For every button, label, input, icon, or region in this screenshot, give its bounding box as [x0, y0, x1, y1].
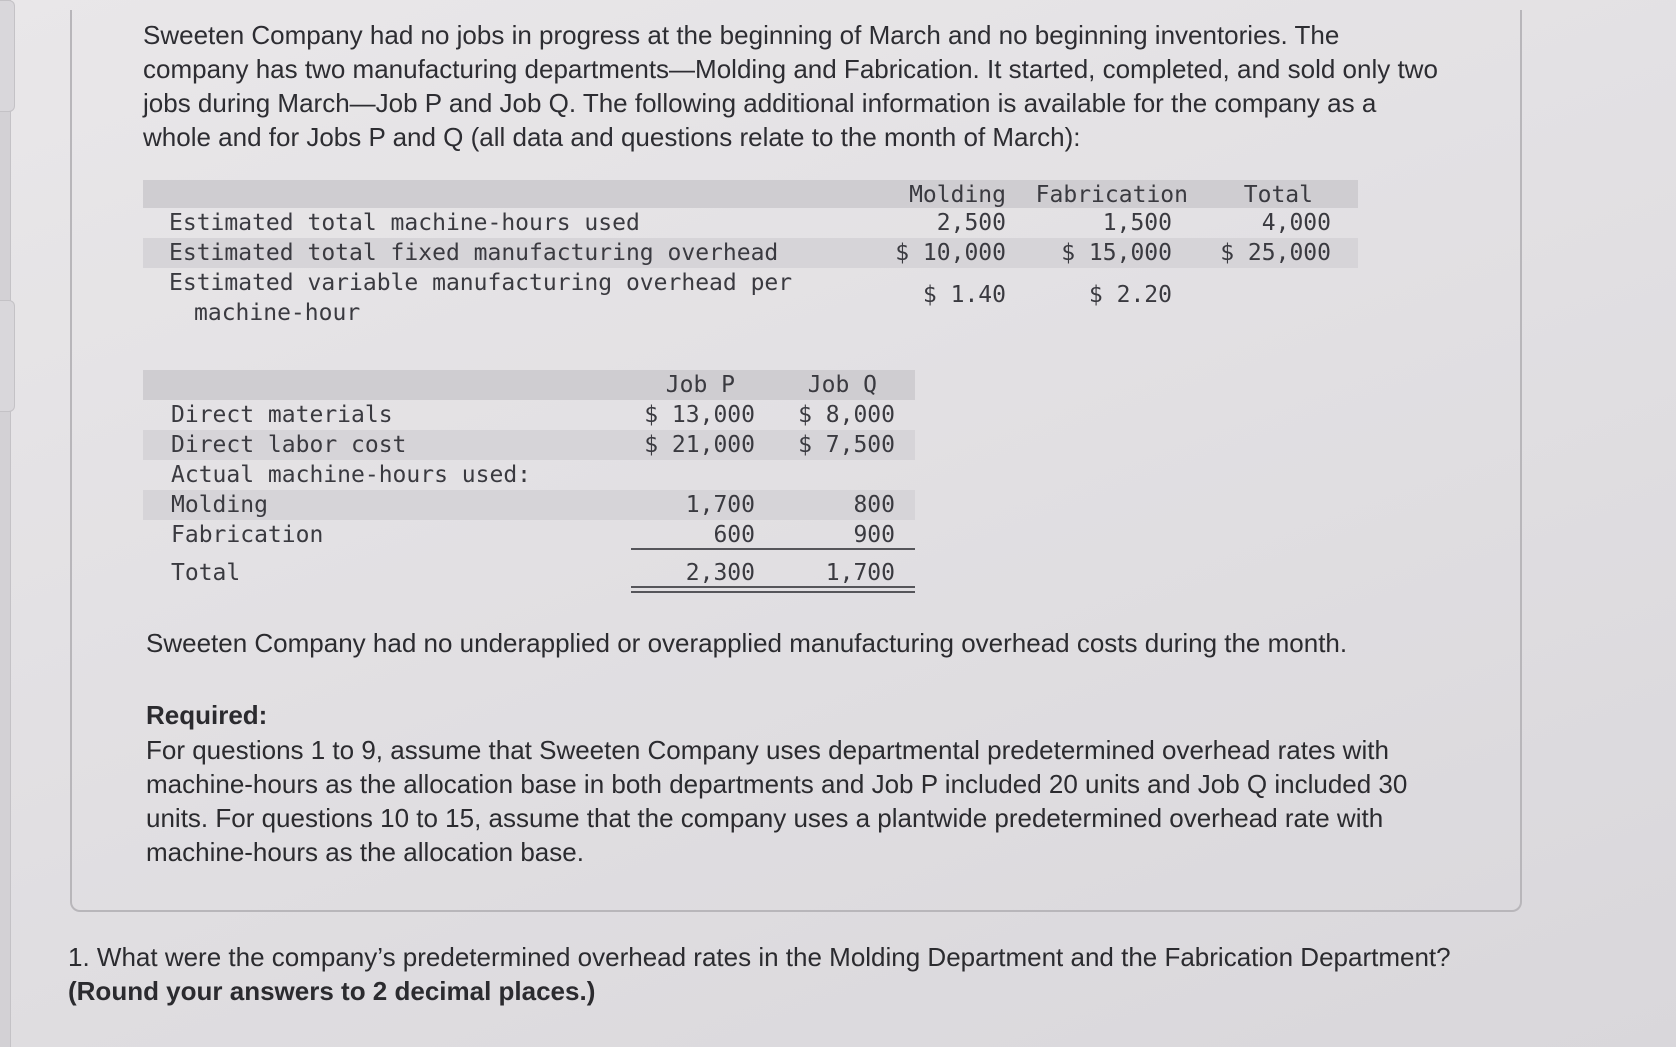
- table-row: [143, 490, 915, 520]
- cell-job-q: $ 7,500: [798, 432, 895, 458]
- question-1: [68, 940, 1668, 1008]
- header-fabrication: Fabrication: [1035, 182, 1188, 208]
- cell-fabrication: 1,500: [1102, 210, 1172, 236]
- cell-job-p: 2,300: [685, 560, 755, 586]
- row-label: Direct labor cost: [171, 432, 407, 458]
- department-estimates-table: [143, 180, 1358, 330]
- row-label: Molding: [171, 492, 268, 518]
- table-row: [143, 460, 915, 490]
- row-label: Fabrication: [171, 522, 324, 548]
- row-label-continued: machine-hour: [194, 300, 361, 326]
- question-instruction: (Round your answers to 2 decimal places.): [68, 976, 596, 1006]
- required-heading: Required:: [146, 700, 268, 730]
- overhead-note: Sweeten Company had no underapplied or overapplied manufacturing overhead costs during the month.: [146, 628, 1348, 658]
- cell-job-q: 900: [853, 522, 895, 548]
- header-total: Total: [1243, 182, 1313, 208]
- table-row: [143, 400, 915, 430]
- table-row: [143, 268, 1358, 330]
- cell-total: 4,000: [1261, 210, 1331, 236]
- row-label: Direct materials: [171, 402, 393, 428]
- cell-fabrication: $ 2.20: [1088, 282, 1172, 308]
- table-row-total: [143, 558, 915, 588]
- row-label: Actual machine-hours used:: [171, 462, 532, 488]
- table-header-row: [143, 180, 1358, 208]
- cell-job-p: 1,700: [685, 492, 755, 518]
- table-row: [143, 520, 915, 550]
- header-job-q: Job Q: [807, 372, 877, 398]
- cell-job-p: 600: [713, 522, 755, 548]
- row-label: Estimated variable manufacturing overhead per: [169, 270, 793, 296]
- edge-tab: [0, 300, 15, 412]
- row-label: Total: [171, 560, 241, 586]
- row-label: Estimated total fixed manufacturing overhead: [169, 240, 779, 266]
- cell-molding: $ 10,000: [895, 240, 1006, 266]
- table-header-row: [143, 370, 915, 400]
- intro-paragraph: Sweeten Company had no jobs in progress at the beginning of March and no beginning inventories. The company has two manufacturing departments—Molding and Fabrication. It started, completed, and sold only two jobs during March—Job P and Job Q. The following additional information is available for the company as a whole and for Jobs P and Q (all data and questions relate to the month of March):: [143, 20, 1438, 152]
- total-double-rule: [631, 586, 915, 593]
- cell-job-q: $ 8,000: [798, 402, 895, 428]
- question-text: 1. What were the company’s predetermined overhead rates in the Molding Department and the Fabrication Department?: [68, 942, 1451, 972]
- cell-job-q: 800: [853, 492, 895, 518]
- edge-tab: [0, 0, 15, 112]
- table-row: [143, 430, 915, 460]
- table-row: [143, 238, 1358, 268]
- cell-job-q: 1,700: [825, 560, 895, 586]
- cell-total: $ 25,000: [1220, 240, 1331, 266]
- cell-job-p: $ 13,000: [644, 402, 755, 428]
- required-body: For questions 1 to 9, assume that Sweeten Company uses departmental predetermined overhead rates with machine-hours as the allocation base in both departments and Job P included 20 units and Job Q included 30 units. For questions 10 to 15, assume that the company uses a plantwide predetermined overhead rate with machine-hours as the allocation base.: [146, 735, 1408, 867]
- left-edge: [0, 0, 11, 1047]
- header-job-p: Job P: [665, 372, 735, 398]
- subtotal-rule: [631, 548, 915, 550]
- cell-fabrication: $ 15,000: [1061, 240, 1172, 266]
- table-row: [143, 208, 1358, 238]
- cell-job-p: $ 21,000: [644, 432, 755, 458]
- row-label: Estimated total machine-hours used: [169, 210, 640, 236]
- cell-molding: $ 1.40: [922, 282, 1006, 308]
- header-molding: Molding: [909, 182, 1006, 208]
- job-data-table: [143, 370, 915, 588]
- cell-molding: 2,500: [936, 210, 1006, 236]
